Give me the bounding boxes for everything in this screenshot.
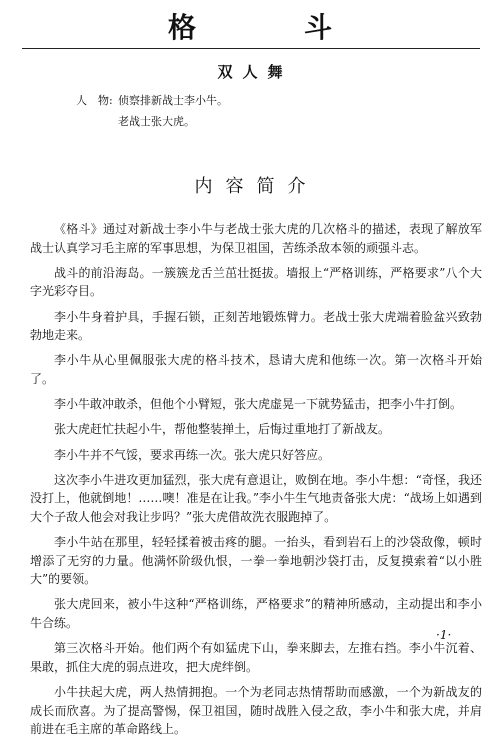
cast-member-2: 老战士张大虎。: [118, 115, 195, 128]
section-title: 内容简介: [194, 176, 319, 197]
paragraph: 战斗的前沿海岛。一簇簇龙舌兰茁壮挺拔。墙报上“严格训练，严格要求”八个大字光彩夺目。: [30, 265, 482, 299]
subtitle: 双人舞: [217, 63, 293, 81]
cast-member-1: 侦察排新战士李小牛。: [118, 94, 228, 107]
paragraph: 李小牛站在那里，轻轻揉着被击疼的腿。一抬头，看到岩石上的沙袋敌像，顿时增添了无穷的力量。他满怀阶级仇恨，一拳一拳地朝沙袋打击，反复摸索着“以小胜大”的要领。: [30, 535, 482, 587]
paragraph: 这次李小牛进攻更加猛烈，张大虎有意退让，败倒在地。李小牛想：“奇怪，我还没打上，他就倒地！……噢！准是在让我。”李小牛生气地责备张大虎：“战场上如遇到大个子敌人他会对我让步吗？”张大虎借故洗衣服跑掉了。: [30, 472, 482, 524]
paragraph: 第三次格斗开始。他们两个有如猛虎下山，拳来脚去，左推右挡。李小牛沉着、果敢，抓住大虎的弱点进攻，把大虎绊倒。: [30, 641, 482, 674]
paragraph: 李小牛并不气馁，要求再练一次。张大虎只好答应。: [54, 447, 331, 462]
paragraph: 李小牛身着护具，手握石锁，正刻苦地锻炼臂力。老战士张大虎端着脸盆兴致勃勃地走来。: [30, 309, 482, 343]
title-divider: [22, 48, 480, 49]
paragraph: 张大虎回来，被小牛这种“严格训练，严格要求”的精神所感动，主动提出和李小牛合练。: [30, 597, 482, 631]
paragraph: 李小牛从心里佩服张大虎的格斗技术，恳请大虎和他练一次。第一次格斗开始了。: [30, 353, 482, 386]
paragraph: 《格斗》通过对新战士李小牛与老战士张大虎的几次格斗的描述，表现了解放军战士认真学习毛主席的军事思想，为保卫祖国，苦练杀敌本领的顽强斗志。: [30, 222, 482, 255]
paragraph: 小牛扶起大虎，两人热情拥抱。一个为老同志热情帮助而感激，一个为新战友的成长而欣喜。为了提高警惕，保卫祖国，随时战胜入侵之敌，李小牛和张大虎，并肩前进在毛主席的革命路线上。: [30, 685, 482, 737]
page-number: ·1·: [436, 628, 452, 642]
cast-label: 人 物:: [76, 94, 113, 107]
synopsis-body: [30, 220, 482, 745]
page-title: 格 斗: [167, 11, 372, 44]
paragraph: 张大虎赶忙扶起小牛，帮他整装掸土，后悔过重地打了新战友。: [54, 422, 391, 437]
paragraph: 李小牛敢冲敢杀，但他个小臂短，张大虎虚晃一下就势猛击，把李小牛打倒。: [54, 397, 463, 412]
